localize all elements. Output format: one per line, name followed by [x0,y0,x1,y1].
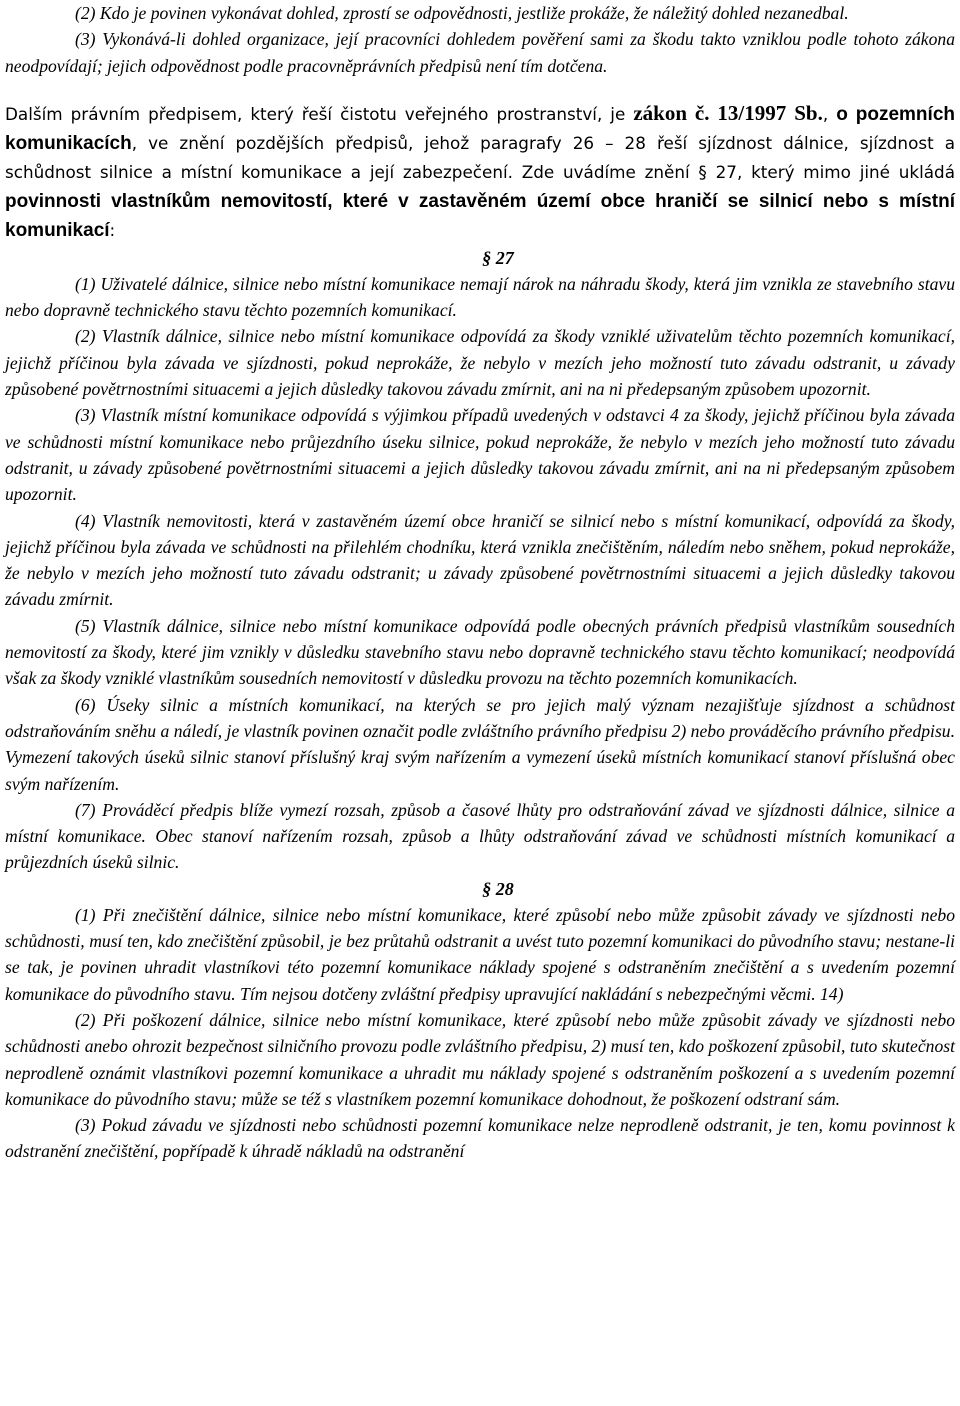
document-page [5,0,955,1165]
section-28-para-2: (2) Při poškození dálnice, silnice nebo místní komunikace, které způsobí nebo může způsobit závady ve sjízdnosti nebo schůdnosti anebo ohrozit bezpečnost silničního provozu podle zvláštního předpisu, 2) musí ten, kdo poškození způsobil, tuto skutečnost neprodleně oznámit vlastníkovi pozemní komunikace a uhradit mu náklady spojené s odstraněním poškození a s uvedením pozemní komunikace do původního stavu; může se též s vlastníkem pozemní komunikace dohodnout, že poškození odstraní sám. [5,1009,955,1109]
law-reference: zákon č. 13/1997 Sb. [633,100,823,125]
intro-text: : [109,219,116,240]
intro-text: Dalším právním předpisem, který řeší čistotu veřejného prostranství, je [5,103,634,124]
paragraph-top-3: (3) Vykonává-li dohled organizace, její pracovníci dohledem pověření sami za škodu takto vzniklou podle tohoto zákona neodpovídají; jejich odpovědnost podle pracovněprávních předpisů není tím dotčena. [5,29,955,76]
section-27-para-6: (6) Úseky silnic a místních komunikací, na kterých se pro jejich malý význam nezajišťuje sjízdnost a schůdnost odstraňováním sněhu a náledí, je vlastník povinen označit podle zvláštního právního předpisu 2) nebo prováděcího právního předpisu. Vymezení takových úseků silnic stanoví příslušný kraj svým nařízením a vymezení úseků místních komunikací stanoví příslušná obec svým nařízením. [5,694,955,794]
section-28-heading: § 28 [482,878,514,899]
section-28-para-3: (3) Pokud závadu ve sjízdnosti nebo schůdnosti pozemní komunikace nelze neprodleně odstranit, je ten, komu povinnost k odstranění znečištění, popřípadě k úhradě nákladů na odstranění [5,1115,955,1162]
section-27-para-1: (1) Uživatelé dálnice, silnice nebo místní komunikace nemají nárok na náhradu škody, která jim vznikla ze stavebního stavu nebo dopravně technického stavu těchto pozemních komunikací. [5,273,955,321]
duty-highlight: povinnosti vlastníkům nemovitostí, které v zastavěném území obce hraničí se silnicí nebo s místní komunikací [5,190,955,241]
section-27-para-2: (2) Vlastník dálnice, silnice nebo místní komunikace odpovídá za škody vzniklé uživatelům těchto pozemních komunikací, jejichž příčinou byla závada ve sjízdnosti, pokud neprokáže, že nebylo v mezích jeho možností tuto závadu odstranit, u závady způsobené povětrnostními situacemi a jejich důsledky takovou závadu zmírnit, ani na ni předepsaným způsobem upozornit. [5,326,955,400]
section-27-para-4: (4) Vlastník nemovitosti, která v zastavěném území obce hraničí se silnicí nebo s místní komunikací, odpovídá za škody, jejichž příčinou byla závada ve schůdnosti na přilehlém chodníku, která vznikla znečištěním, náledím nebo sněhem, pokud neprokáže, že nebylo v mezích jeho možností tuto závadu odstranit; u závady způsobené povětrnostními situacemi a jejich důsledky takovou závadu zmírnit. [5,510,955,610]
intro-paragraph [5,99,955,245]
paragraph-top-2: (2) Kdo je povinen vykonávat dohled, zprostí se odpovědnosti, jestliže prokáže, že náležitý dohled nezanedbal. [75,3,849,23]
spacer [5,79,955,99]
intro-text: , ve znění pozdějších předpisů, jehož paragrafy 26 – 28 řeší sjízdnost dálnice, sjízdnost a schůdnost silnice a místní komunikace a její zabezpečení. Zde uvádíme znění § 27, který mimo jiné ukládá [5,132,955,182]
intro-text: , [822,103,837,124]
section-27-para-5: (5) Vlastník dálnice, silnice nebo místní komunikace odpovídá podle obecných právních předpisů vlastníkům sousedních nemovitostí za škody, které jim vznikly v důsledku stavebního stavu nebo dopravně technického stavu těchto komunikací; neodpovídá však za škody vzniklé vlastníkům sousedních nemovitostí v důsledku provozu na těchto pozemních komunikacích. [5,615,955,689]
section-27-heading: § 27 [482,247,514,268]
section-27-para-7: (7) Prováděcí předpis blíže vymezí rozsah, způsob a časové lhůty pro odstraňování závad ve sjízdnosti dálnice, silnice a místní komunikace. Obec stanoví nařízením rozsah, způsob a lhůty odstraňování závad ve schůdnosti místních komunikací a průjezdních úseků silnic. [5,799,955,873]
law-name: o pozemních komunikacích [5,103,955,154]
section-28-para-1: (1) Při znečištění dálnice, silnice nebo místní komunikace, které způsobí nebo může způsobit závady ve sjízdnosti nebo schůdnosti, musí ten, kdo znečištění způsobil, je bez průtahů odstranit a uvést tuto pozemní komunikaci do původního stavu; nestane-li se tak, je povinen uhradit vlastníkovi této pozemní komunikace náklady spojené s odstraněním znečištění a s uvedením pozemní komunikace do původního stavu. Tím nejsou dotčeny zvláštní předpisy upravující nakládání s nebezpečnými věcmi. 14) [5,904,955,1004]
section-27-para-3: (3) Vlastník místní komunikace odpovídá s výjimkou případů uvedených v odstavci 4 za škody, jejichž příčinou byla závada ve schůdnosti místní komunikace nebo průjezdního úseku silnice, pokud neprokáže, že nebylo v mezích jeho možností tuto závadu odstranit, u závady způsobené povětrnostními situacemi a jejich důsledky takovou závadu zmírnit, ani na ni předepsaným způsobem upozornit. [5,405,955,505]
